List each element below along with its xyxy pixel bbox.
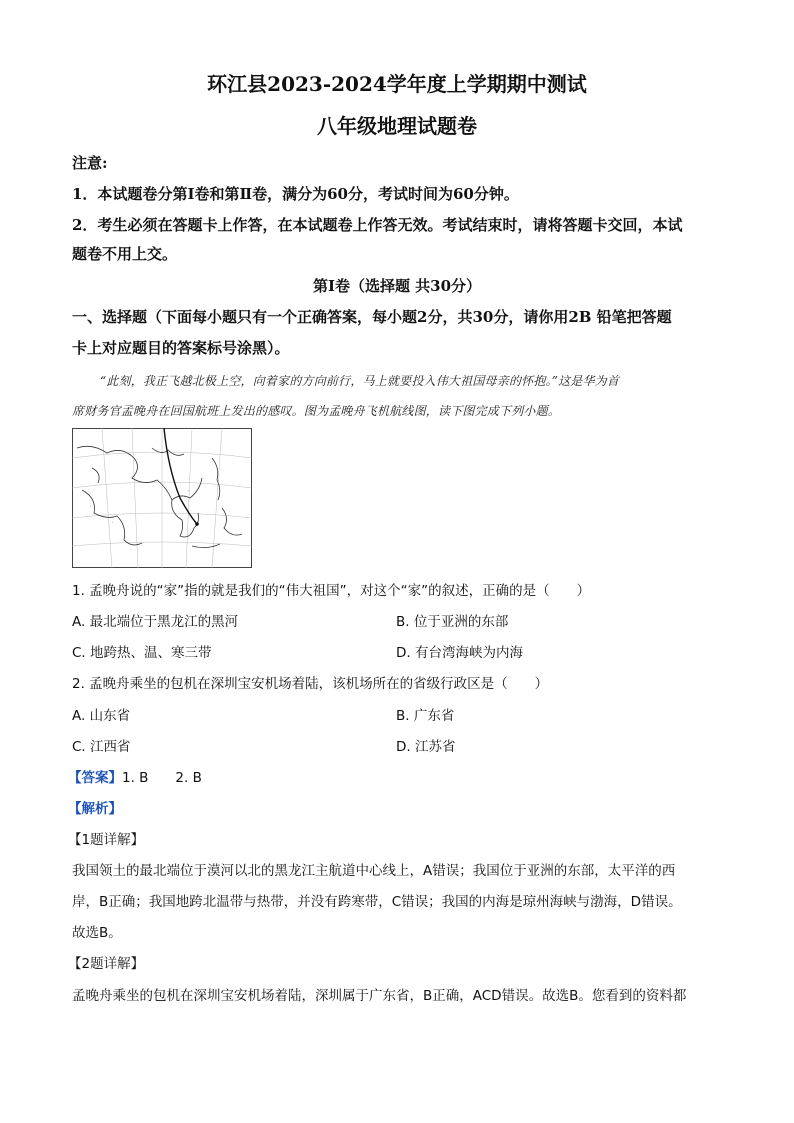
answer-line	[68, 766, 202, 786]
svg-text:·: ·	[188, 488, 190, 494]
section-instruction-line2: 卡上对应题目的答案标号涂黑）。	[72, 339, 290, 357]
answer-text: 1. B 2. B	[122, 770, 202, 786]
question-2-option-b: B. 广东省	[396, 708, 455, 724]
answer-label: 【答案】	[68, 770, 122, 786]
passage-line1: “此刻，我正飞越北极上空，向着家的方向前行，马上就要投入伟大祖国母亲的怀抱。”这是华为首	[100, 374, 620, 388]
question-1-stem: 1. 孟晚舟说的“家”指的就是我们的“伟大祖国”，对这个“家”的叙述，正确的是（ ）	[72, 583, 591, 599]
exam-subtitle: 八年级地理试题卷	[317, 114, 477, 138]
question-2-option-c: C. 江西省	[72, 739, 131, 755]
q1-detail-header: 【1题详解】	[68, 832, 145, 848]
notice-item-1: 1．本试题卷分第Ⅰ卷和第Ⅱ卷，满分为60分，考试时间为60分钟。	[72, 185, 519, 203]
passage-line2: 席财务官孟晚舟在回国航班上发出的感叹。图为孟晚舟飞机航线图，读下图完成下列小题。	[72, 404, 561, 418]
exam-title: 环江县2023-2024学年度上学期期中测试	[207, 72, 587, 96]
section-title: 第Ⅰ卷（选择题 共30分）	[312, 277, 482, 295]
question-1-option-c: C. 地跨热、温、寒三带	[72, 645, 212, 661]
notice-item-2-line1: 2．考生必须在答题卡上作答，在本试题卷上作答无效。考试结束时，请将答题卡交回，本试	[72, 216, 683, 234]
question-1-option-b: B. 位于亚洲的东部	[396, 614, 509, 630]
question-1-option-d: D. 有台湾海峡为内海	[396, 645, 523, 661]
analysis-label: 【解析】	[68, 801, 122, 817]
notice-item-2-line2: 题卷不用上交。	[72, 245, 178, 263]
svg-text:·: ·	[90, 504, 92, 510]
section-instruction-line1: 一、选择题（下面每小题只有一个正确答案，每小题2分，共30分，请你用2B 铅笔把答题	[72, 308, 672, 326]
q1-detail-line2: 岸，B正确；我国地跨北温带与热带，并没有跨寒带，C错误；我国的内海是琼州海峡与渤海，D错误。	[72, 894, 682, 910]
svg-text:·: ·	[112, 520, 114, 526]
question-2-option-d: D. 江苏省	[396, 739, 456, 755]
q2-detail-line1: 孟晚舟乘坐的包机在深圳宝安机场着陆，深圳属于广东省，B正确，ACD错误。故选B。您看到的资料都	[72, 988, 687, 1004]
q2-detail-header: 【2题详解】	[68, 956, 145, 972]
question-2-option-a: A. 山东省	[72, 708, 131, 724]
question-2-stem: 2. 孟晚舟乘坐的包机在深圳宝安机场着陆，该机场所在的省级行政区是（ ）	[72, 676, 549, 692]
question-1-option-a: A. 最北端位于黑龙江的黑河	[72, 614, 239, 630]
flight-route-map	[72, 428, 252, 568]
analysis-label-line	[68, 797, 122, 817]
q1-detail-line3: 故选B。	[72, 925, 122, 941]
q1-detail-line1: 我国领土的最北端位于漠河以北的黑龙江主航道中心线上，A错误；我国位于亚洲的东部，太平洋的西	[72, 863, 676, 879]
notice-label: 注意:	[72, 154, 108, 172]
destination-dot	[195, 522, 199, 526]
